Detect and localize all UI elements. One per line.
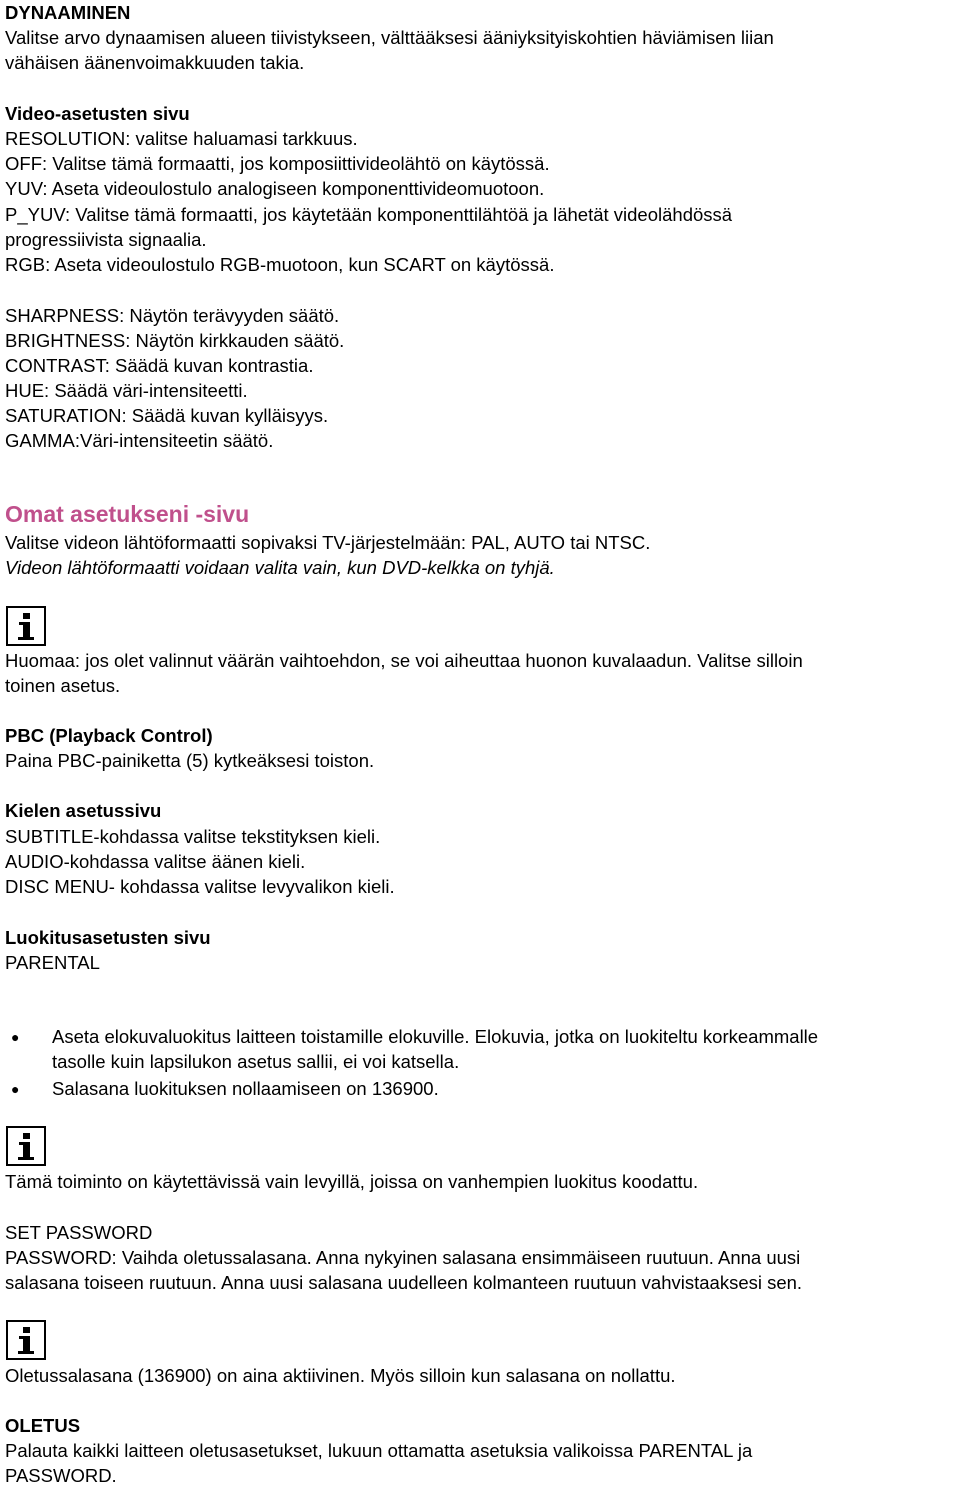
text-line: DISC MENU- kohdassa valitse levyvalikon kieli.	[5, 876, 395, 897]
text-line: Paina PBC-painiketta (5) kytkeäksesi toiston.	[5, 750, 375, 771]
text-line: P_YUV: Valitse tämä formaatti, jos käytetään komponenttilähtöä ja lähetät videolähdössä	[5, 204, 733, 225]
text-line: HUE: Säädä väri-intensiteetti.	[5, 380, 248, 401]
heading-video: Video-asetusten sivu	[5, 103, 190, 124]
note-line: Huomaa: jos olet valinnut väärän vaihtoehdon, se voi aiheuttaa huonon kuvalaadun. Valitse silloin	[5, 650, 803, 671]
text-line: OFF: Valitse tämä formaatti, jos komposiittivideolähtö on käytössä.	[5, 153, 550, 174]
text-line: YUV: Aseta videoulostulo analogiseen komponenttivideomuotoon.	[5, 178, 545, 199]
text-line: Valitse arvo dynaamisen alueen tiivistykseen, välttääksesi ääniyksityiskohtien häviämisen liian	[5, 27, 774, 48]
heading-pbc: PBC (Playback Control)	[5, 725, 213, 746]
text-line: CONTRAST: Säädä kuvan kontrastia.	[5, 355, 314, 376]
text-line: vähäisen äänenvoimakkuuden takia.	[5, 52, 305, 73]
heading-language: Kielen asetussivu	[5, 800, 162, 821]
bullet-text: Salasana luokituksen nollaamiseen on 136900.	[52, 1078, 439, 1099]
info-icon	[6, 1126, 46, 1166]
note-line: Tämä toiminto on käytettävissä vain levyillä, joissa on vanhempien luokitus koodattu.	[5, 1171, 699, 1192]
heading-default: OLETUS	[5, 1415, 81, 1436]
text-line: RGB: Aseta videoulostulo RGB-muotoon, kun SCART on käytössä.	[5, 254, 555, 275]
note-line: toinen asetus.	[5, 675, 121, 696]
text-line: RESOLUTION: valitse haluamasi tarkkuus.	[5, 128, 358, 149]
text-line: SHARPNESS: Näytön terävyyden säätö.	[5, 305, 340, 326]
text-line: GAMMA:Väri-intensiteetin säätö.	[5, 430, 274, 451]
bullet-text: Aseta elokuvaluokitus laitteen toistamille elokuville. Elokuvia, jotka on luokiteltu korkeammalle	[52, 1026, 819, 1047]
heading-dynamic: DYNAAMINEN	[5, 2, 131, 23]
heading-own-settings: Omat asetukseni -sivu	[5, 501, 250, 527]
bullet-icon: ●	[11, 1081, 20, 1097]
heading-set-password: SET PASSWORD	[5, 1222, 153, 1243]
info-icon	[6, 606, 46, 646]
text-line: SUBTITLE-kohdassa valitse tekstityksen kieli.	[5, 826, 381, 847]
text-line: PARENTAL	[5, 952, 100, 973]
note-line: Oletussalasana (136900) on aina aktiivinen. Myös silloin kun salasana on nollattu.	[5, 1365, 676, 1386]
text-line: SATURATION: Säädä kuvan kylläisyys.	[5, 405, 329, 426]
text-line: BRIGHTNESS: Näytön kirkkauden säätö.	[5, 330, 345, 351]
text-line: progressiivista signaalia.	[5, 229, 207, 250]
heading-rating: Luokitusasetusten sivu	[5, 927, 211, 948]
bullet-icon: ●	[11, 1029, 20, 1045]
text-line: Valitse videon lähtöformaatti sopivaksi TV-järjestelmään: PAL, AUTO tai NTSC.	[5, 532, 651, 553]
text-line: PASSWORD: Vaihda oletussalasana. Anna nykyinen salasana ensimmäiseen ruutuun. Anna uusi	[5, 1247, 801, 1268]
text-line: AUDIO-kohdassa valitse äänen kieli.	[5, 851, 306, 872]
text-line: Videon lähtöformaatti voidaan valita vain, kun DVD-kelkka on tyhjä.	[5, 557, 555, 578]
text-line: PASSWORD.	[5, 1465, 117, 1486]
text-line: salasana toiseen ruutuun. Anna uusi salasana uudelleen kolmanteen ruutuun vahvistaaksesi sen.	[5, 1272, 803, 1293]
info-icon	[6, 1320, 46, 1360]
bullet-text: tasolle kuin lapsilukon asetus sallii, ei voi katsella.	[52, 1051, 460, 1072]
text-line: Palauta kaikki laitteen oletusasetukset, lukuun ottamatta asetuksia valikoissa PARENTAL ja	[5, 1440, 753, 1461]
